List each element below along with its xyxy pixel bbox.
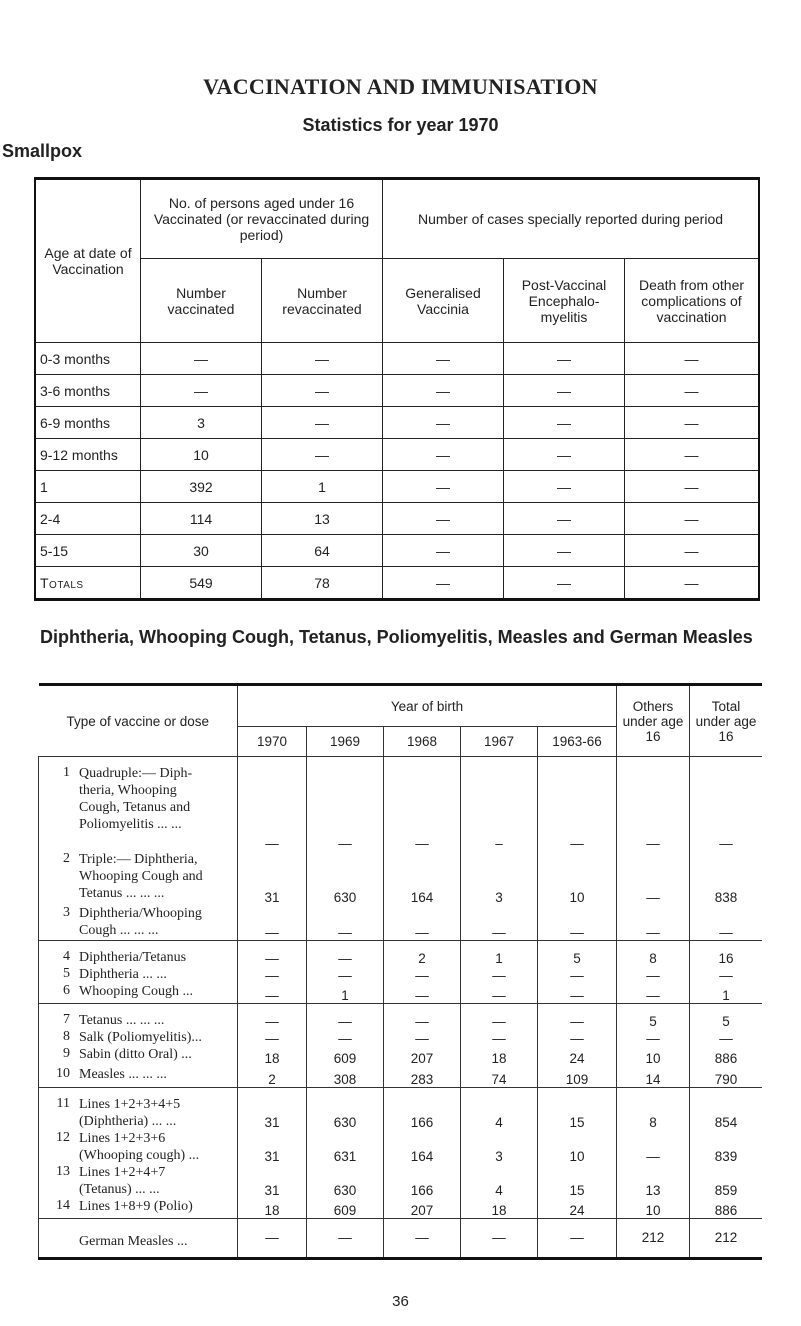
table-row (39, 1003, 763, 1029)
value-cell-y1963-66: 15 (538, 1088, 617, 1131)
smallpox-cell-death: — (625, 535, 760, 567)
table-row (39, 757, 763, 851)
value-cell-others: — (617, 983, 690, 1003)
vaccine-name-line: Quadruple:— Diph- (79, 766, 193, 781)
vaccine-name-line: Lines 1+8+9 (Polio) (79, 1199, 193, 1214)
vaccine-name-line: Diphtheria/Tetanus (79, 950, 187, 965)
value-cell-y1967: — (461, 1029, 538, 1046)
value-cell-y1968: — (384, 1029, 461, 1046)
value-cell-total: 859 (690, 1164, 763, 1198)
smallpox-cell-post: — (504, 439, 625, 471)
vaccine-type-header: Type of vaccine or dose (39, 685, 238, 757)
value-cell-y1969: 630 (307, 1088, 384, 1131)
line-number: 5 (39, 966, 77, 983)
vaccine-name (76, 905, 238, 941)
value-cell-y1970: — (238, 1029, 307, 1046)
vaccine-name-line: German Measles ... (79, 1234, 188, 1249)
smallpox-cell-vaccinated: 392 (141, 471, 262, 503)
value-cell-total: 839 (690, 1130, 763, 1164)
vaccine-name-line: Lines 1+2+3+4+5 (79, 1097, 181, 1112)
table-row (39, 851, 763, 905)
value-cell-y1969: 308 (307, 1066, 384, 1088)
value-cell-total: — (690, 757, 763, 851)
smallpox-cell-death: — (625, 567, 760, 600)
line-number: 2 (39, 851, 77, 905)
vaccine-name (76, 1029, 238, 1046)
value-cell-y1967: 74 (461, 1066, 538, 1088)
value-cell-total: 886 (690, 1198, 763, 1218)
year-1969-header: 1969 (307, 727, 384, 757)
value-cell-y1967: — (461, 966, 538, 983)
smallpox-cell-age: 3-6 months (35, 375, 141, 407)
table-row (35, 375, 759, 407)
smallpox-cell-death: — (625, 375, 760, 407)
table-row (35, 343, 759, 375)
smallpox-cell-vaccinated: 10 (141, 439, 262, 471)
vaccine-name (76, 983, 238, 1003)
value-cell-total: 5 (690, 1003, 763, 1029)
value-cell-y1967: 18 (461, 1046, 538, 1066)
immunisation-table (38, 683, 762, 1260)
age-header: Age at date of Vaccination (35, 179, 141, 343)
smallpox-cell-post: — (504, 567, 625, 600)
smallpox-cell-revaccinated: — (262, 375, 383, 407)
value-cell-total: 1 (690, 983, 763, 1003)
value-cell-y1970: 31 (238, 851, 307, 905)
smallpox-cell-death: — (625, 503, 760, 535)
smallpox-cell-generalised: — (383, 535, 504, 567)
smallpox-cell-generalised: — (383, 471, 504, 503)
value-cell-y1967: 18 (461, 1198, 538, 1218)
smallpox-cell-post: — (504, 471, 625, 503)
value-cell-y1967: 4 (461, 1164, 538, 1198)
value-cell-y1968: 164 (384, 1130, 461, 1164)
line-number: 12 (39, 1130, 77, 1164)
smallpox-cell-age: 1 (35, 471, 141, 503)
value-cell-y1968: — (384, 966, 461, 983)
value-cell-y1970: 18 (238, 1198, 307, 1218)
value-cell-y1968: — (384, 905, 461, 941)
value-cell-total: 790 (690, 1066, 763, 1088)
vaccine-name (76, 966, 238, 983)
value-cell-total: 854 (690, 1088, 763, 1131)
value-cell-y1969: — (307, 757, 384, 851)
generalised-vaccinia-header: Generalised Vaccinia (383, 259, 504, 343)
line-number: 3 (39, 905, 77, 941)
vaccine-name-line: (Diphtheria) ... ... (79, 1114, 177, 1129)
value-cell-y1963-66: — (538, 966, 617, 983)
smallpox-cell-death: — (625, 407, 760, 439)
line-number: 6 (39, 983, 77, 1003)
table-row (39, 1130, 763, 1164)
smallpox-cell-post: — (504, 535, 625, 567)
smallpox-cell-revaccinated: — (262, 343, 383, 375)
table-row (39, 1066, 763, 1088)
vaccine-name (76, 1218, 238, 1258)
year-1967-header: 1967 (461, 727, 538, 757)
smallpox-cell-revaccinated: 78 (262, 567, 383, 600)
value-cell-others: 10 (617, 1046, 690, 1066)
table-row (35, 535, 759, 567)
value-cell-y1968: — (384, 983, 461, 1003)
vaccine-name-line: (Whooping cough) ... (79, 1148, 200, 1163)
year-1968-header: 1968 (384, 727, 461, 757)
vaccine-name (76, 1088, 238, 1131)
smallpox-cell-revaccinated: — (262, 439, 383, 471)
value-cell-y1969: — (307, 966, 384, 983)
vaccine-name-line: Poliomyelitis ... ... (79, 817, 182, 832)
smallpox-cell-post: — (504, 375, 625, 407)
value-cell-others: 10 (617, 1198, 690, 1218)
table-row (39, 1218, 763, 1258)
number-revaccinated-header: Number revaccinated (262, 259, 383, 343)
smallpox-cell-post: — (504, 503, 625, 535)
smallpox-cell-death: — (625, 471, 760, 503)
line-number: 11 (39, 1088, 77, 1131)
page-title: VACCINATION AND IMMUNISATION (203, 74, 598, 99)
value-cell-y1963-66: — (538, 983, 617, 1003)
value-cell-y1969: — (307, 1003, 384, 1029)
value-cell-y1970: — (238, 1003, 307, 1029)
smallpox-cell-vaccinated: 114 (141, 503, 262, 535)
smallpox-cell-age: 2-4 (35, 503, 141, 535)
value-cell-y1963-66: 109 (538, 1066, 617, 1088)
number-vaccinated-header: Number vaccinated (141, 259, 262, 343)
value-cell-y1970: 31 (238, 1130, 307, 1164)
value-cell-y1970: 31 (238, 1088, 307, 1131)
value-cell-total: 16 (690, 941, 763, 967)
value-cell-y1968: — (384, 1218, 461, 1258)
value-cell-y1963-66: 5 (538, 941, 617, 967)
cases-reported-header: Number of cases specially reported during period (383, 179, 760, 259)
value-cell-y1968: 164 (384, 851, 461, 905)
table-row (39, 1198, 763, 1218)
value-cell-y1967: — (461, 1218, 538, 1258)
table-row (39, 1029, 763, 1046)
value-cell-others: — (617, 905, 690, 941)
value-cell-y1963-66: — (538, 1029, 617, 1046)
vaccine-name (76, 1198, 238, 1218)
vaccine-name-line: Cough, Tetanus and (79, 800, 191, 815)
smallpox-cell-generalised: — (383, 375, 504, 407)
smallpox-cell-death: — (625, 439, 760, 471)
value-cell-others: 5 (617, 1003, 690, 1029)
page-subtitle: Statistics for year 1970 (302, 115, 499, 135)
persons-vaccinated-header: No. of persons aged under 16 Vaccinated (or revaccinated during period) (141, 179, 383, 259)
value-cell-y1968: — (384, 1003, 461, 1029)
value-cell-y1963-66: 24 (538, 1046, 617, 1066)
value-cell-y1969: — (307, 1218, 384, 1258)
value-cell-y1969: 631 (307, 1130, 384, 1164)
value-cell-others: — (617, 1130, 690, 1164)
vaccine-name (76, 851, 238, 905)
table-row (39, 941, 763, 967)
smallpox-cell-death: — (625, 343, 760, 375)
vaccine-name-line: Sabin (ditto Oral) ... (79, 1046, 192, 1062)
smallpox-cell-age: 0-3 months (35, 343, 141, 375)
smallpox-cell-age: Totals (35, 567, 141, 600)
value-cell-y1963-66: 10 (538, 851, 617, 905)
value-cell-others: — (617, 851, 690, 905)
table-row (35, 407, 759, 439)
others-header: Others under age 16 (617, 685, 690, 757)
value-cell-others: 8 (617, 941, 690, 967)
value-cell-total: — (690, 905, 763, 941)
line-number (39, 1218, 77, 1258)
line-number: 13 (39, 1164, 77, 1198)
value-cell-y1963-66: 24 (538, 1198, 617, 1218)
value-cell-y1963-66: 10 (538, 1130, 617, 1164)
vaccine-name-line: Whooping Cough and (79, 868, 203, 884)
value-cell-y1970: 31 (238, 1164, 307, 1198)
table-row (35, 503, 759, 535)
vaccine-name-line: Triple:— Diphtheria, (79, 851, 198, 867)
vaccine-name-line: (Tetanus) ... ... (79, 1182, 160, 1197)
value-cell-y1963-66: — (538, 905, 617, 941)
vaccine-name-line: Lines 1+2+3+6 (79, 1131, 166, 1146)
smallpox-table (34, 177, 760, 601)
value-cell-y1967: 4 (461, 1088, 538, 1131)
total-header: Total under age 16 (690, 685, 763, 757)
year-1963-66-header: 1963-66 (538, 727, 617, 757)
value-cell-y1970: 18 (238, 1046, 307, 1066)
value-cell-y1970: — (238, 757, 307, 851)
value-cell-y1967: – (461, 757, 538, 851)
vaccine-name-line: Measles ... ... ... (79, 1066, 167, 1082)
value-cell-y1968: 2 (384, 941, 461, 967)
page-number: 36 (392, 1293, 409, 1310)
vaccine-name (76, 1066, 238, 1088)
value-cell-y1968: 207 (384, 1198, 461, 1218)
value-cell-others: 14 (617, 1066, 690, 1088)
vaccine-name-line: Tetanus ... ... ... (79, 1012, 165, 1028)
value-cell-y1970: 2 (238, 1066, 307, 1088)
vaccine-name-line: Lines 1+2+4+7 (79, 1165, 166, 1180)
value-cell-y1967: — (461, 983, 538, 1003)
table-row (39, 1046, 763, 1066)
year-1970-header: 1970 (238, 727, 307, 757)
value-cell-y1968: — (384, 757, 461, 851)
vaccine-name-line: Diphtheria ... ... (79, 967, 167, 982)
smallpox-cell-revaccinated: 1 (262, 471, 383, 503)
vaccine-name (76, 941, 238, 967)
smallpox-cell-vaccinated: 30 (141, 535, 262, 567)
table-row (35, 567, 759, 600)
post-vaccinal-header: Post-Vaccinal Encephalo- myelitis (504, 259, 625, 343)
value-cell-others: — (617, 966, 690, 983)
smallpox-cell-vaccinated: 549 (141, 567, 262, 600)
smallpox-cell-generalised: — (383, 503, 504, 535)
smallpox-cell-vaccinated: — (141, 375, 262, 407)
vaccine-name (76, 1164, 238, 1198)
value-cell-total: — (690, 1029, 763, 1046)
value-cell-y1968: 166 (384, 1088, 461, 1131)
vaccine-name (76, 1046, 238, 1066)
smallpox-cell-age: 6-9 months (35, 407, 141, 439)
line-number: 10 (39, 1066, 77, 1088)
value-cell-y1970: — (238, 1218, 307, 1258)
value-cell-y1963-66: — (538, 757, 617, 851)
smallpox-cell-generalised: — (383, 567, 504, 600)
value-cell-y1969: — (307, 1029, 384, 1046)
smallpox-cell-post: — (504, 407, 625, 439)
value-cell-total: 838 (690, 851, 763, 905)
value-cell-others: 8 (617, 1088, 690, 1131)
value-cell-y1969: 609 (307, 1198, 384, 1218)
vaccine-name-line: Diphtheria/Whooping (79, 905, 202, 921)
line-number: 7 (39, 1003, 77, 1029)
table-row (35, 471, 759, 503)
smallpox-cell-vaccinated: 3 (141, 407, 262, 439)
diphtheria-section-title: Diphtheria, Whooping Cough, Tetanus, Poliomyelitis, Measles and German Measles (40, 627, 753, 647)
vaccine-name-line: Tetanus ... ... ... (79, 885, 165, 901)
table-row (39, 1088, 763, 1131)
value-cell-y1967: — (461, 905, 538, 941)
value-cell-y1967: 1 (461, 941, 538, 967)
value-cell-y1969: 1 (307, 983, 384, 1003)
smallpox-cell-vaccinated: — (141, 343, 262, 375)
vaccine-name-line: theria, Whooping (79, 783, 177, 798)
vaccine-name-line: Whooping Cough ... (79, 984, 193, 999)
value-cell-y1963-66: 15 (538, 1164, 617, 1198)
value-cell-others: 13 (617, 1164, 690, 1198)
smallpox-cell-revaccinated: 64 (262, 535, 383, 567)
value-cell-y1970: — (238, 966, 307, 983)
value-cell-y1970: — (238, 905, 307, 941)
vaccine-name (76, 1130, 238, 1164)
value-cell-total: 212 (690, 1218, 763, 1258)
line-number: 8 (39, 1029, 77, 1046)
value-cell-y1969: — (307, 941, 384, 967)
smallpox-cell-age: 9-12 months (35, 439, 141, 471)
smallpox-cell-revaccinated: 13 (262, 503, 383, 535)
line-number: 4 (39, 941, 77, 967)
value-cell-others: — (617, 757, 690, 851)
smallpox-section-title: Smallpox (2, 141, 83, 161)
table-row (39, 983, 763, 1003)
year-of-birth-header: Year of birth (238, 685, 617, 727)
value-cell-y1967: 3 (461, 1130, 538, 1164)
value-cell-y1969: 630 (307, 1164, 384, 1198)
vaccine-name (76, 1003, 238, 1029)
value-cell-y1968: 207 (384, 1046, 461, 1066)
value-cell-total: 886 (690, 1046, 763, 1066)
table-row (39, 1164, 763, 1198)
value-cell-others: — (617, 1029, 690, 1046)
vaccine-name (76, 757, 238, 851)
line-number: 14 (39, 1198, 77, 1218)
smallpox-cell-generalised: — (383, 343, 504, 375)
smallpox-cell-generalised: — (383, 439, 504, 471)
value-cell-y1970: — (238, 941, 307, 967)
smallpox-cell-generalised: — (383, 407, 504, 439)
table-row (39, 966, 763, 983)
value-cell-y1967: 3 (461, 851, 538, 905)
value-cell-y1970: — (238, 983, 307, 1003)
line-number: 1 (39, 757, 77, 851)
smallpox-cell-age: 5-15 (35, 535, 141, 567)
table-row (39, 905, 763, 941)
value-cell-y1963-66: — (538, 1003, 617, 1029)
vaccine-name-line: Cough ... ... ... (79, 922, 159, 938)
vaccine-name-line: Salk (Poliomyelitis)... (79, 1029, 202, 1045)
value-cell-y1968: 166 (384, 1164, 461, 1198)
death-complications-header: Death from other complications of vaccination (625, 259, 760, 343)
smallpox-cell-revaccinated: — (262, 407, 383, 439)
value-cell-total: — (690, 966, 763, 983)
value-cell-y1963-66: — (538, 1218, 617, 1258)
value-cell-y1969: 630 (307, 851, 384, 905)
value-cell-y1967: — (461, 1003, 538, 1029)
value-cell-y1969: 609 (307, 1046, 384, 1066)
smallpox-cell-post: — (504, 343, 625, 375)
line-number: 9 (39, 1046, 77, 1066)
value-cell-y1968: 283 (384, 1066, 461, 1088)
table-row (35, 439, 759, 471)
value-cell-others: 212 (617, 1218, 690, 1258)
value-cell-y1969: — (307, 905, 384, 941)
